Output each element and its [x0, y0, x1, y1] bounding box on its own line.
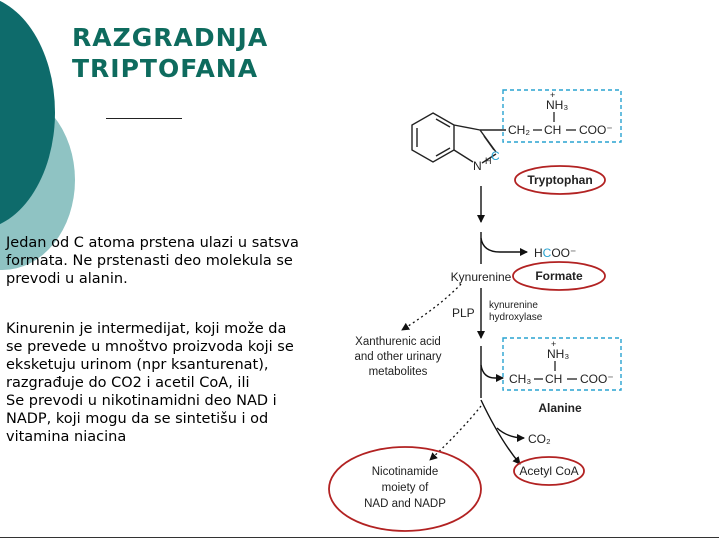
paragraph2-line: Se prevodi u nikotinamidni deo NAD i — [6, 393, 277, 409]
kynurenine-label: Kynurenine — [450, 270, 512, 284]
alanine-label: Alanine — [538, 401, 582, 415]
arrow-into-alanine — [481, 365, 503, 378]
tryptophan-ch: CH — [544, 123, 562, 137]
paragraph1-line: Jedan od C atoma prstena ulazi u satsva — [6, 235, 299, 251]
xanthurenic-line1: Xanthurenic acid — [355, 336, 441, 348]
xanthurenic-line3: metabolites — [368, 366, 428, 378]
co2-label: CO₂ — [528, 432, 551, 446]
arrow-to-acetyl-coa — [481, 400, 520, 464]
tryptophan-ch2: CH₂ — [508, 123, 530, 137]
nicotinamide-line3: NAD and NADP — [364, 498, 446, 510]
nicotinamide-line2: moiety of — [381, 482, 429, 494]
alanine-ch: CH — [545, 372, 563, 386]
paragraph2-line: Kinurenin je intermedijat, koji može da — [6, 321, 287, 337]
acetyl-coa-label: Acetyl CoA — [519, 464, 579, 478]
paragraph2-line: NADP, koji mogu da se sintetišu i od — [6, 411, 269, 427]
alanine-coo: COO⁻ — [580, 372, 614, 386]
enzyme-label-line2: hydroxylase — [489, 312, 543, 323]
ring-c-label: C — [491, 149, 500, 163]
alanine-ch3: CH₃ — [509, 372, 532, 386]
title-line-2: TRIPTOFANA — [72, 54, 259, 83]
paragraph2-line: se prevede u mnoštvo proizvoda koji se — [6, 339, 294, 355]
formate-formula: HCOO⁻ — [534, 246, 577, 260]
arrow-to-nicotinamide — [430, 406, 481, 460]
ring-h-label: H — [485, 156, 492, 166]
footer-rule — [0, 537, 719, 538]
enzyme-label-line1: kynurenine — [489, 300, 538, 311]
nicotinamide-line1: Nicotinamide — [371, 466, 439, 478]
title-line-1: RAZGRADNJA — [72, 23, 269, 52]
tryptophan-label: Tryptophan — [527, 173, 593, 187]
xanthurenic-line2: and other urinary — [354, 351, 442, 363]
tryptophan-coo: COO⁻ — [579, 123, 613, 137]
ring-n-label: N — [473, 159, 482, 173]
paragraph2-line: vitamina niacina — [6, 429, 127, 445]
paragraph2-line: razgrađuje do CO2 i acetil CoA, ili — [6, 375, 250, 391]
paragraph1-line: prevodi u alanin. — [6, 271, 128, 287]
paragraph1-line: formata. Ne prstenasti deo molekula se — [6, 253, 293, 269]
paragraph2-line: eksketuju urinom (npr ksanturenat), — [6, 357, 269, 373]
alanine-nh3: NH₃ — [547, 347, 570, 361]
arrow-to-formate — [481, 238, 527, 252]
alanine-nh3-charge: + — [551, 339, 557, 349]
tryptophan-nh3: NH₃ — [546, 98, 569, 112]
plp-label: PLP — [452, 306, 475, 320]
formate-label: Formate — [535, 269, 583, 283]
tryptophan-nh3-charge: + — [550, 90, 556, 100]
